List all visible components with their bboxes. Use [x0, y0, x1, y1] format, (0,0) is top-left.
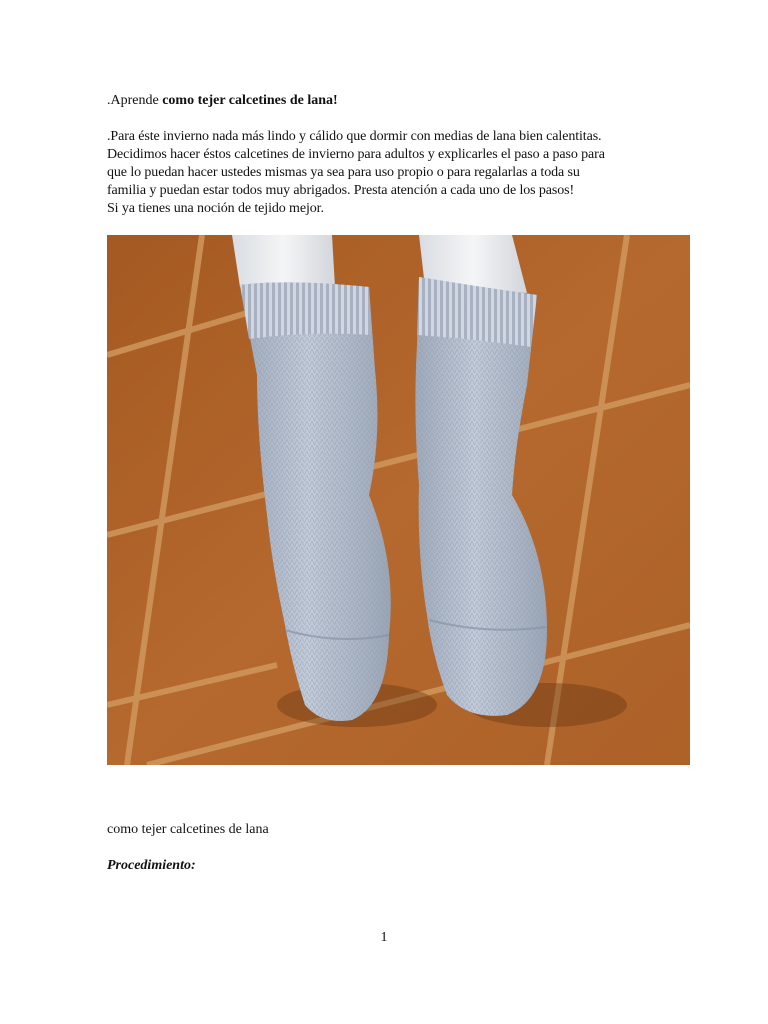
intro-line: Decidimos hacer éstos calcetines de invierno para adultos y explicarles el paso a paso para	[107, 147, 605, 162]
intro-line: Si ya tienes una noción de tejido mejor.	[107, 201, 324, 216]
heading-bold-title: como tejer calcetines de lana!	[162, 93, 338, 108]
intro-paragraph	[107, 128, 667, 218]
photo-caption: como tejer calcetines de lana	[107, 822, 269, 837]
intro-line: familia y puedan estar todos muy abrigados. Presta atención a cada uno de los pasos!	[107, 183, 575, 198]
intro-line: que lo puedan hacer ustedes mismas ya sea para uso propio o para regalarlas a toda su	[107, 165, 580, 180]
mannequin-leg-left	[232, 235, 335, 287]
document-heading	[107, 92, 338, 110]
intro-line: .Para éste invierno nada más lindo y cálido que dormir con medias de lana bien calentitas.	[107, 129, 602, 144]
procedure-heading: Procedimiento:	[107, 858, 196, 873]
heading-prefix: .Aprende	[107, 93, 163, 108]
page-number: 1	[380, 930, 388, 945]
socks-photo	[107, 235, 690, 765]
socks-illustration	[107, 235, 690, 765]
